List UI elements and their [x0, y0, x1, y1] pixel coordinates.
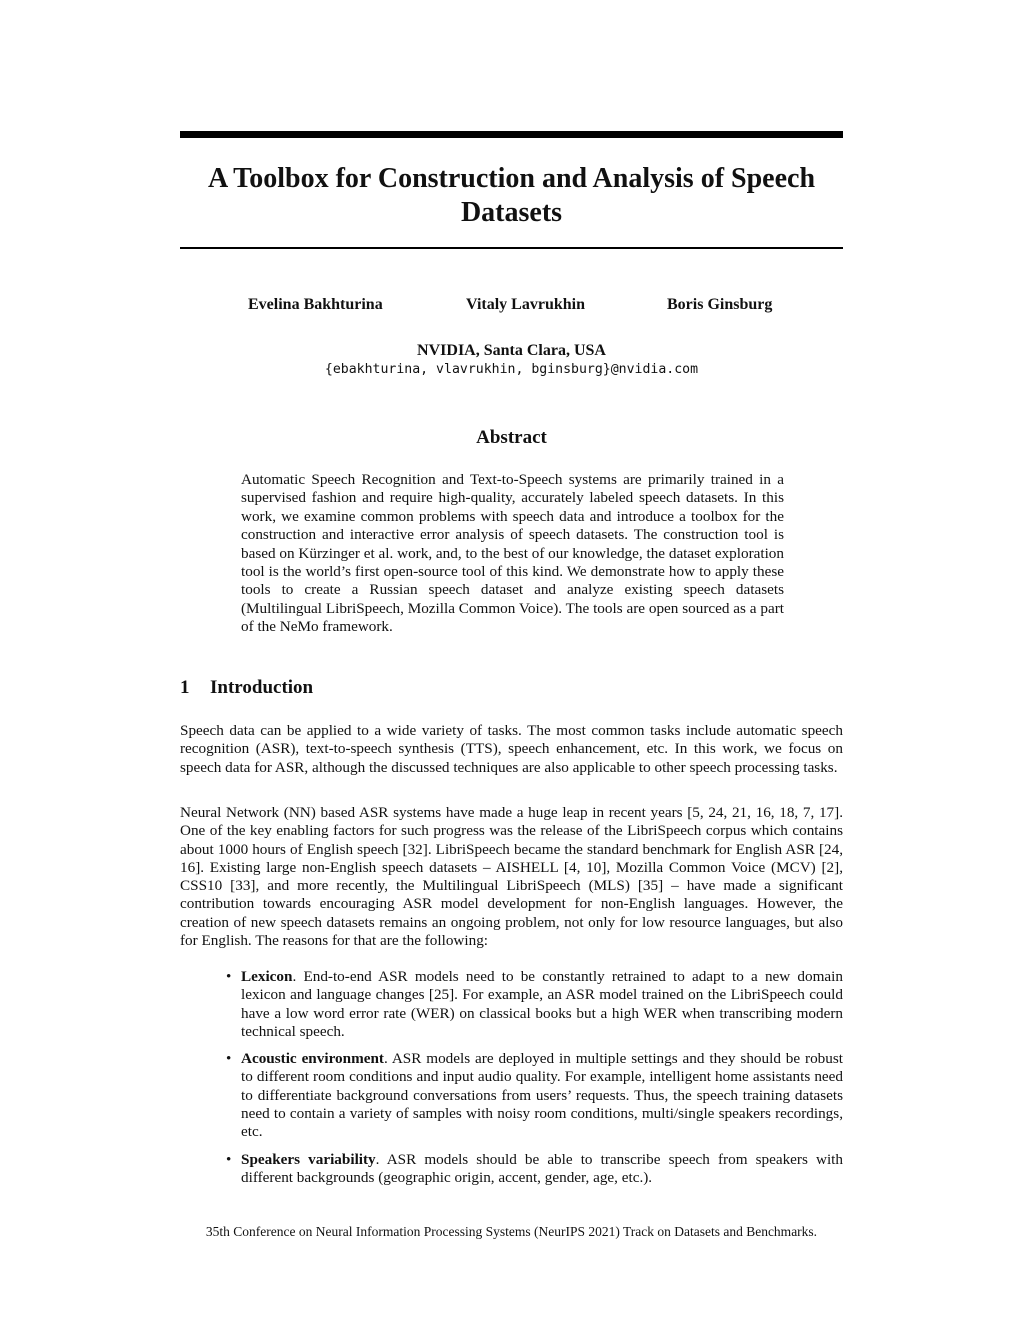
reasons-list — [180, 968, 843, 1196]
bullet-glyph: • — [226, 1150, 232, 1168]
list-item — [180, 1151, 843, 1188]
affiliation: NVIDIA, Santa Clara, USA — [417, 342, 606, 359]
paper-title: A Toolbox for Construction and Analysis of Speech Datasets — [207, 163, 816, 228]
conference-footer: 35th Conference on Neural Information Processing Systems (NeurIPS 2021) Track on Datasets and Benchmarks. — [205, 1224, 818, 1239]
abstract-heading: Abstract — [476, 427, 547, 448]
intro-paragraph-2: Neural Network (NN) based ASR systems have made a huge leap in recent years [5, 24, 21, 16, 18, 7, 17]. One of the key enabling factors for such progress was the release of the LibriSpeech corpus which contains about 1000 hours of English speech [32]. LibriSpeech became the standard benchmark for English ASR [24, 16]. Existing large non-English speech datasets – AISHELL [4, 10], Mozilla Common Voice (MCV) [2], CSS10 [33], and more recently, the Multilingual LibriSpeech (MLS) [35] – have made a significant contribution towards encouraging ASR model development for non-English languages. However, the creation of new speech datasets remains an ongoing problem, not only for low resource languages, but also for English. The reasons for that are the following: — [180, 804, 843, 950]
abstract-text: Automatic Speech Recognition and Text-to-Speech systems are primarily trained in a supervised fashion and require high-quality, accurately labeled speech datasets. In this work, we examine common problems with speech data and introduce a toolbox for the construction and interactive error analysis of speech datasets. The construction tool is based on Kürzinger et al. work, and, to the best of our knowledge, the dataset exploration tool is the world’s first open-source tool of this kind. We demonstrate how to apply these tools to create a Russian speech dataset and analyze existing speech datasets (Multilingual LibriSpeech, Mozilla Common Voice). The tools are open sourced as a part of the NeMo framework. — [241, 471, 784, 636]
author-list — [180, 296, 843, 316]
title-top-rule — [180, 131, 843, 138]
intro-paragraph-1: Speech data can be applied to a wide variety of tasks. The most common tasks include automatic speech recognition (ASR), text-to-speech synthesis (TTS), speech enhancement, etc. In this work, we focus on speech data for ASR, although the discussed techniques are also applicable to other speech processing tasks. — [180, 722, 843, 776]
author-name: Boris Ginsburg — [667, 296, 773, 313]
bullet-glyph: • — [226, 968, 232, 985]
bullet-text: . ASR models are deployed in multiple settings and they should be robust to different room conditions and input audio quality. For example, intelligent home assistants need to differentiate background conversations from users’ requests. Thus, the speech training datasets need to contain a variety of samples with noisy room conditions, multi/single speakers recordings, etc. — [241, 1050, 843, 1141]
list-item — [180, 1050, 843, 1141]
section-title: Introduction — [210, 677, 314, 698]
section-number: 1 — [180, 677, 190, 698]
bullet-term: Acoustic environment — [241, 1050, 384, 1068]
section-heading — [180, 677, 313, 699]
bullet-glyph: • — [226, 1050, 232, 1068]
author-name: Evelina Bakhturina — [248, 296, 383, 313]
bullet-text: . End-to-end ASR models need to be constantly retrained to adapt to a new domain lexicon and language changes [25]. For example, an ASR model trained on the LibriSpeech could have a low word error rate (WER) on classical books but a high WER when transcribing modern technical speech. — [241, 968, 843, 1040]
bullet-text: . ASR models should be able to transcribe speech from speakers with different backgrounds (geographic origin, accent, gender, age, etc.). — [241, 1150, 843, 1186]
title-bottom-rule — [180, 247, 843, 249]
bullet-term: Speakers variability — [241, 1150, 376, 1168]
list-item — [180, 968, 843, 1041]
author-emails: {ebakhturina, vlavrukhin, bginsburg}@nvidia.com — [324, 362, 699, 377]
author-name: Vitaly Lavrukhin — [466, 296, 585, 313]
bullet-term: Lexicon — [241, 968, 293, 985]
